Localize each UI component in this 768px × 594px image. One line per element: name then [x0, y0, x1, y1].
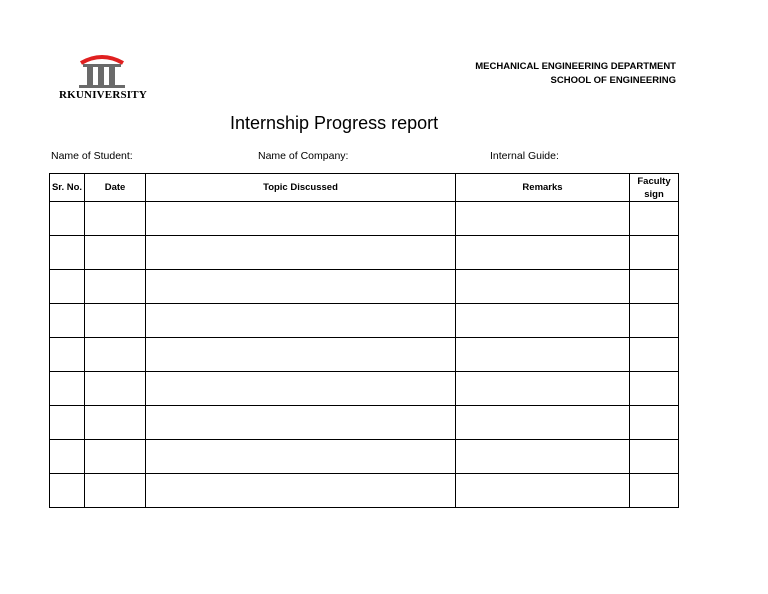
table-row [50, 202, 679, 236]
cell-faculty-sign[interactable] [630, 304, 679, 338]
table-row [50, 474, 679, 508]
cell-date[interactable] [85, 406, 146, 440]
table-row [50, 440, 679, 474]
table-row [50, 372, 679, 406]
school-name: SCHOOL OF ENGINEERING [550, 75, 676, 86]
cell-remarks[interactable] [456, 304, 630, 338]
cell-sr-no[interactable] [50, 440, 85, 474]
cell-topic[interactable] [146, 440, 456, 474]
cell-sr-no[interactable] [50, 304, 85, 338]
col-remarks: Remarks [456, 174, 630, 202]
cell-sr-no[interactable] [50, 270, 85, 304]
cell-date[interactable] [85, 270, 146, 304]
cell-date[interactable] [85, 372, 146, 406]
cell-sr-no[interactable] [50, 474, 85, 508]
col-sr-no: Sr. No. [50, 174, 85, 202]
cell-faculty-sign[interactable] [630, 440, 679, 474]
cell-topic[interactable] [146, 202, 456, 236]
cell-topic[interactable] [146, 338, 456, 372]
pillars-icon [53, 53, 153, 89]
cell-remarks[interactable] [456, 474, 630, 508]
table-row [50, 406, 679, 440]
cell-faculty-sign[interactable] [630, 338, 679, 372]
cell-topic[interactable] [146, 372, 456, 406]
progress-table [49, 173, 679, 508]
cell-sr-no[interactable] [50, 236, 85, 270]
cell-remarks[interactable] [456, 338, 630, 372]
cell-topic[interactable] [146, 236, 456, 270]
cell-remarks[interactable] [456, 202, 630, 236]
cell-faculty-sign[interactable] [630, 202, 679, 236]
cell-remarks[interactable] [456, 270, 630, 304]
table-row [50, 338, 679, 372]
cell-topic[interactable] [146, 304, 456, 338]
col-faculty-sign: Faculty sign [630, 174, 679, 202]
cell-date[interactable] [85, 304, 146, 338]
cell-faculty-sign[interactable] [630, 372, 679, 406]
cell-remarks[interactable] [456, 406, 630, 440]
cell-faculty-sign[interactable] [630, 270, 679, 304]
university-logo [53, 53, 153, 103]
cell-topic[interactable] [146, 406, 456, 440]
cell-remarks[interactable] [456, 440, 630, 474]
cell-remarks[interactable] [456, 372, 630, 406]
col-date: Date [85, 174, 146, 202]
table-row [50, 304, 679, 338]
cell-topic[interactable] [146, 474, 456, 508]
cell-date[interactable] [85, 338, 146, 372]
col-topic-discussed: Topic Discussed [146, 174, 456, 202]
cell-date[interactable] [85, 236, 146, 270]
department-name: MECHANICAL ENGINEERING DEPARTMENT [475, 61, 676, 72]
table-header-row [50, 174, 679, 202]
cell-date[interactable] [85, 474, 146, 508]
table-row [50, 270, 679, 304]
internal-guide-label: Internal Guide: [490, 150, 559, 162]
cell-sr-no[interactable] [50, 406, 85, 440]
company-name-label: Name of Company: [258, 150, 349, 162]
cell-date[interactable] [85, 202, 146, 236]
cell-sr-no[interactable] [50, 338, 85, 372]
report-title: Internship Progress report [230, 113, 439, 133]
logo-text: RKUNIVERSITY [59, 89, 147, 101]
cell-topic[interactable] [146, 270, 456, 304]
cell-date[interactable] [85, 440, 146, 474]
cell-faculty-sign[interactable] [630, 406, 679, 440]
cell-remarks[interactable] [456, 236, 630, 270]
cell-sr-no[interactable] [50, 372, 85, 406]
table-row [50, 236, 679, 270]
cell-faculty-sign[interactable] [630, 236, 679, 270]
cell-faculty-sign[interactable] [630, 474, 679, 508]
student-name-label: Name of Student: [51, 150, 133, 162]
cell-sr-no[interactable] [50, 202, 85, 236]
department-header [475, 60, 676, 88]
